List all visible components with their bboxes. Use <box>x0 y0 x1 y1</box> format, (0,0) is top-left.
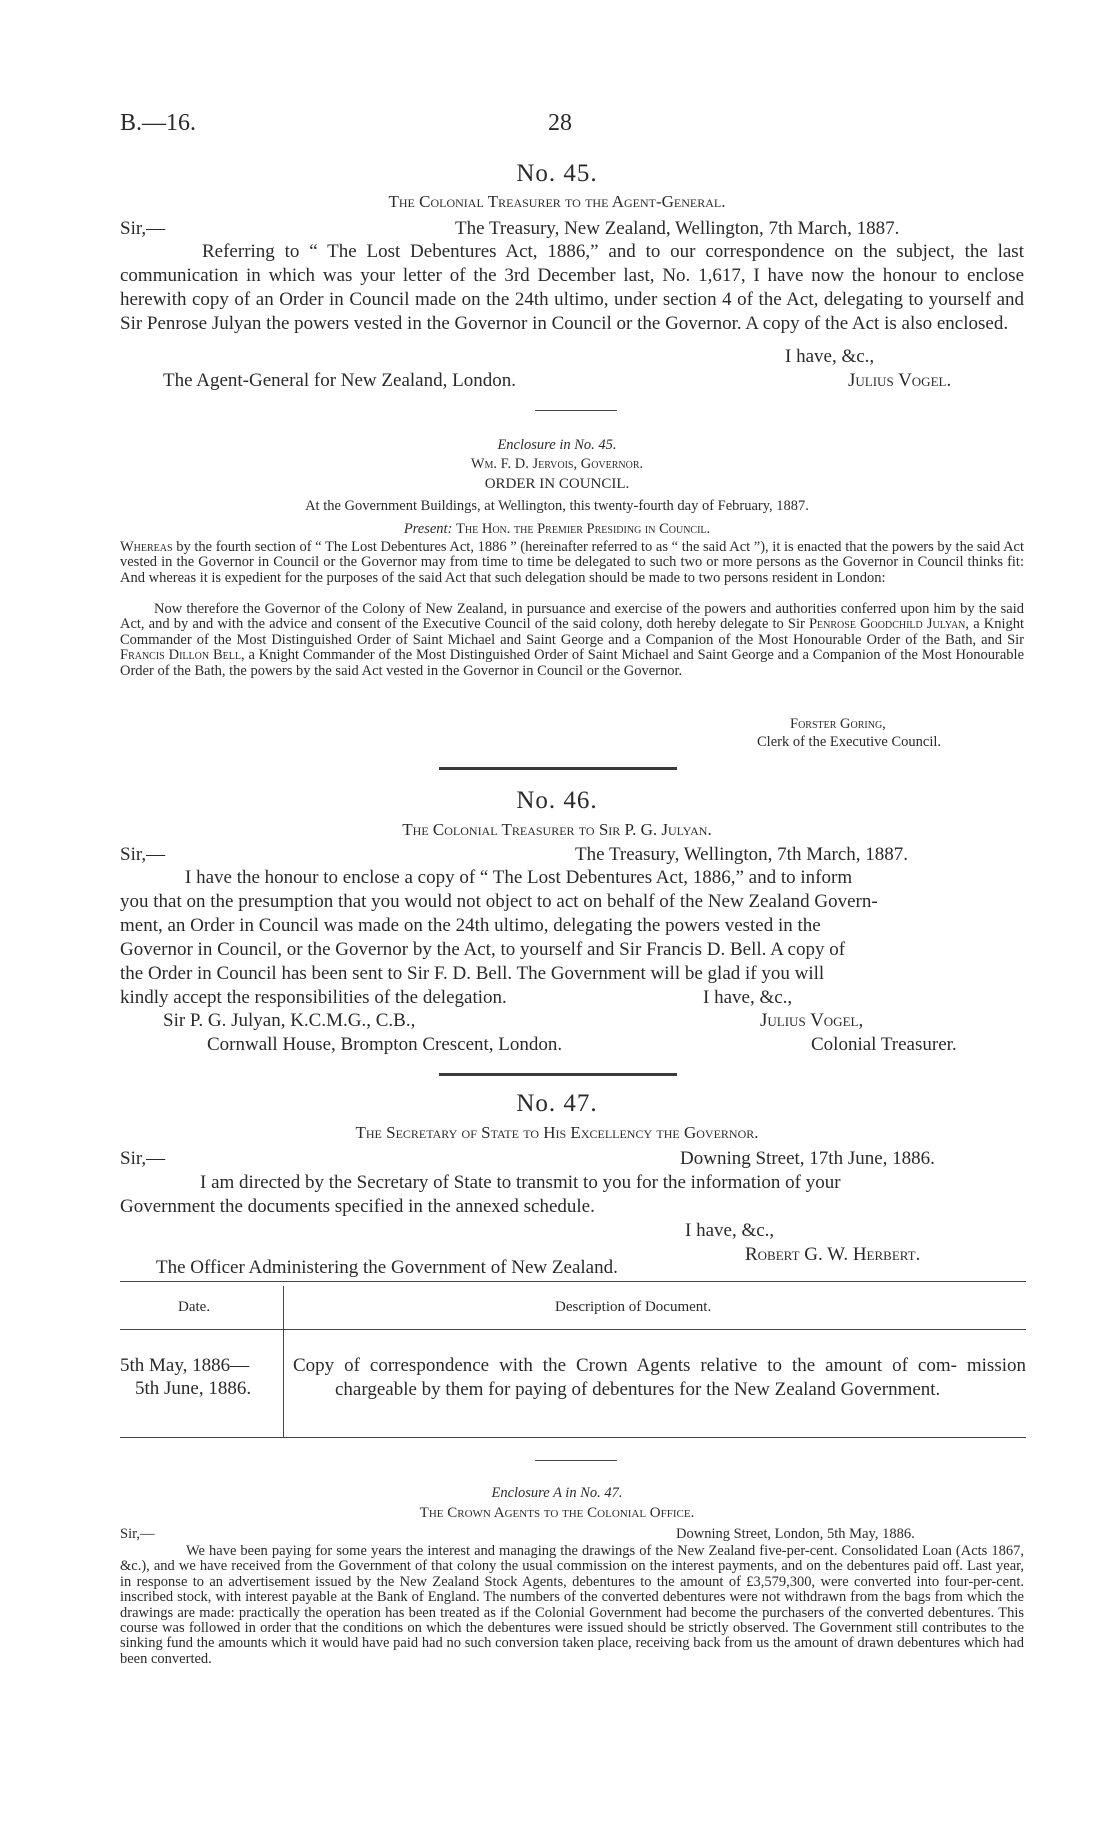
letter-45-signature: Julius Vogel. <box>848 370 952 391</box>
enclosure-a-47-title: The Crown Agents to the Colonial Office. <box>419 1505 695 1521</box>
thick-divider <box>439 1073 677 1076</box>
enclosure-45-governor: Wm. F. D. Jervois, Governor. <box>470 456 644 472</box>
enclosure-a-47-salutation: Sir,— <box>120 1526 155 1542</box>
letter-47-addressee: The Officer Administering the Government of New Zealand. <box>156 1257 618 1278</box>
letter-46-line-6: kindly accept the responsibilities of the delegation. <box>120 987 507 1008</box>
letter-45-addressee: The Agent-General for New Zealand, London. <box>163 370 516 391</box>
enclosure-a-47-label: Enclosure A in No. 47. <box>491 1485 623 1501</box>
order-in-council-title: ORDER IN COUNCIL. <box>484 476 630 492</box>
order-place: At the Government Buildings, at Wellington, this twenty-fourth day of February, 1887. <box>305 498 809 514</box>
order-paragraph-2 <box>120 602 1024 679</box>
letter-45-address: The Treasury, New Zealand, Wellington, 7th March, 1887. <box>455 218 900 239</box>
letter-45-salutation: Sir,— <box>120 218 166 239</box>
letter-47-line-1: I am directed by the Secretary of State to transmit to you for the information of your <box>200 1172 841 1193</box>
letter-47-line-2: Government the documents specified in the annexed schedule. <box>120 1196 595 1217</box>
letter-46-line-2: you that on the presumption that you would not object to act on behalf of the New Zealand Govern- <box>120 891 878 912</box>
page-number: 28 <box>548 110 572 136</box>
short-divider <box>535 1460 617 1461</box>
letter-46-title: The Colonial Treasurer to Sir P. G. Julyan. <box>402 820 712 839</box>
table-top-rule <box>120 1281 1026 1282</box>
letter-46-line-3: ment, an Order in Council was made on the 24th ultimo, delegating the powers vested in the <box>120 915 821 936</box>
present-label: Present: <box>403 521 453 537</box>
short-divider <box>535 410 617 411</box>
letter-46-line-1: I have the honour to enclose a copy of “ The Lost Debentures Act, 1886,” and to inform <box>185 867 853 888</box>
letter-47-address: Downing Street, 17th June, 1886. <box>680 1148 935 1169</box>
whereas-lead: Whereas <box>120 539 173 555</box>
thick-divider <box>439 767 677 770</box>
table-header-rule <box>120 1329 1026 1330</box>
table-row-date-1: 5th May, 1886— <box>120 1355 250 1376</box>
letter-46-signature: Julius Vogel, <box>760 1010 864 1031</box>
letter-45-body: Referring to “ The Lost Debentures Act, 1886,” and to our correspondence on the subject, the last communication in which was your letter of the 3rd December last, No. 1,617, I have now the honour to enclose herewith copy of an Order in Council made on the 24th ultimo, under section 4 of the Act, delegating to yourself and Sir Penrose Julyan the powers vested in the Governor in Council or the Governor. A copy of the Act is also enclosed. <box>120 241 1024 334</box>
letter-46-closing: I have, &c., <box>703 987 793 1008</box>
letter-46-addressee-2: Cornwall House, Brompton Crescent, London. <box>207 1034 563 1055</box>
letter-47-closing: I have, &c., <box>685 1220 775 1241</box>
letter-47-salutation: Sir,— <box>120 1148 166 1169</box>
table-header-description: Description of Document. <box>555 1299 712 1315</box>
table-header-date: Date. <box>178 1299 211 1315</box>
order-present <box>0 521 1114 538</box>
order-paragraph-2-part-c: a Knight Commander of the Most Distinguished Order of Saint Michael and Saint George and a Companion of the Most Honourable Order of the Bath, the powers by the said Act vested in the Governor in Council or the Governor. <box>120 647 1025 679</box>
order-paragraph-2-part-b: a Knight Commander of the Most Distinguished Order of Saint Michael and Saint George and a Companion of the Most Honourable Order of the Bath, and Sir <box>120 616 1025 648</box>
series-code: B.—16. <box>120 110 197 136</box>
letter-45-number: No. 45. <box>516 160 598 187</box>
table-column-divider <box>283 1286 284 1438</box>
letter-45-closing: I have, &c., <box>785 346 875 367</box>
letter-45-title: The Colonial Treasurer to the Agent-General. <box>388 192 726 211</box>
table-bottom-rule <box>120 1437 1026 1438</box>
letter-47-number: No. 47. <box>516 1090 598 1117</box>
present-text: The Hon. the Premier Presiding in Council. <box>456 521 711 537</box>
order-signer: Forster Goring, <box>790 716 886 732</box>
order-paragraph-1 <box>120 540 1024 586</box>
letter-47-title: The Secretary of State to His Excellency the Governor. <box>355 1123 759 1142</box>
letter-46-signature-title: Colonial Treasurer. <box>811 1034 957 1055</box>
enclosure-45-label: Enclosure in No. 45. <box>497 437 617 453</box>
letter-47-signature: Robert G. W. Herbert. <box>745 1244 921 1265</box>
letter-46-number: No. 46. <box>516 787 598 814</box>
order-paragraph-2-part-a: Now therefore the Governor of the Colony of New Zealand, in pursuance and exercise of the powers and authorities conferred upon him by the said Act, and by and with the advice and consent of the Executive Council of the said colony, doth hereby delegate to Sir <box>120 601 1024 633</box>
table-row-description: Copy of correspondence with the Crown Agents relative to the amount of com- mission chargeable by them for paying of debentures for the New Zealand Government. <box>293 1355 1026 1400</box>
order-signer-title: Clerk of the Executive Council. <box>757 734 942 750</box>
order-paragraph-1-text: by the fourth section of “ The Lost Debentures Act, 1886 ” (hereinafter referred to as “ the said Act ”), it is enacted that the powers by the said Act vested in the Governor in Council or the Governor may from time to time be delegated to such two or more persons as the Governor in Council thinks fit: And whereas it is expedient for the purposes of the said Act that such delegation should be made to two persons resident in London: <box>120 539 1025 586</box>
letter-46-addressee-1: Sir P. G. Julyan, K.C.M.G., C.B., <box>163 1010 416 1031</box>
table-row-date-2: 5th June, 1886. <box>135 1378 252 1399</box>
order-name-bell: Francis Dillon Bell, <box>120 647 245 664</box>
enclosure-a-47-body: We have been paying for some years the interest and managing the drawings of the New Zealand five-per-cent. Consolidated Loan (Acts 1867, &c.), and we have received from the Government of that colony the usual commission on the interest payments, and on the debentures paid off. Last year, in response to an advertisement issued by the New Zealand Stock Agents, debentures to the amount of £3,579,300, were converted into four-per-cent. inscribed stock, with interest payable at the Bank of England. The numbers of the converted debentures were not withdrawn from the bags from which the drawings are made: practically the operation has been treated as if the Colonial Government had become the purchasers of the converted debentures. This course was followed in order that the conditions on which the debentures were issued should be strictly observed. The Government still contributes to the sinking fund the amounts which it would have paid had no such conversion taken place, receiving back from us the amount of drawn debentures which had been converted. <box>120 1543 1024 1667</box>
order-name-julyan: Penrose Goodchild Julyan, <box>808 616 970 633</box>
letter-46-salutation: Sir,— <box>120 844 166 865</box>
letter-46-line-4: Governor in Council, or the Governor by the Act, to yourself and Sir Francis D. Bell. A copy of <box>120 939 846 960</box>
letter-46-address: The Treasury, Wellington, 7th March, 1887. <box>575 844 909 865</box>
letter-46-line-5: the Order in Council has been sent to Sir F. D. Bell. The Government will be glad if you will <box>120 963 825 984</box>
enclosure-a-47-address: Downing Street, London, 5th May, 1886. <box>676 1526 915 1542</box>
